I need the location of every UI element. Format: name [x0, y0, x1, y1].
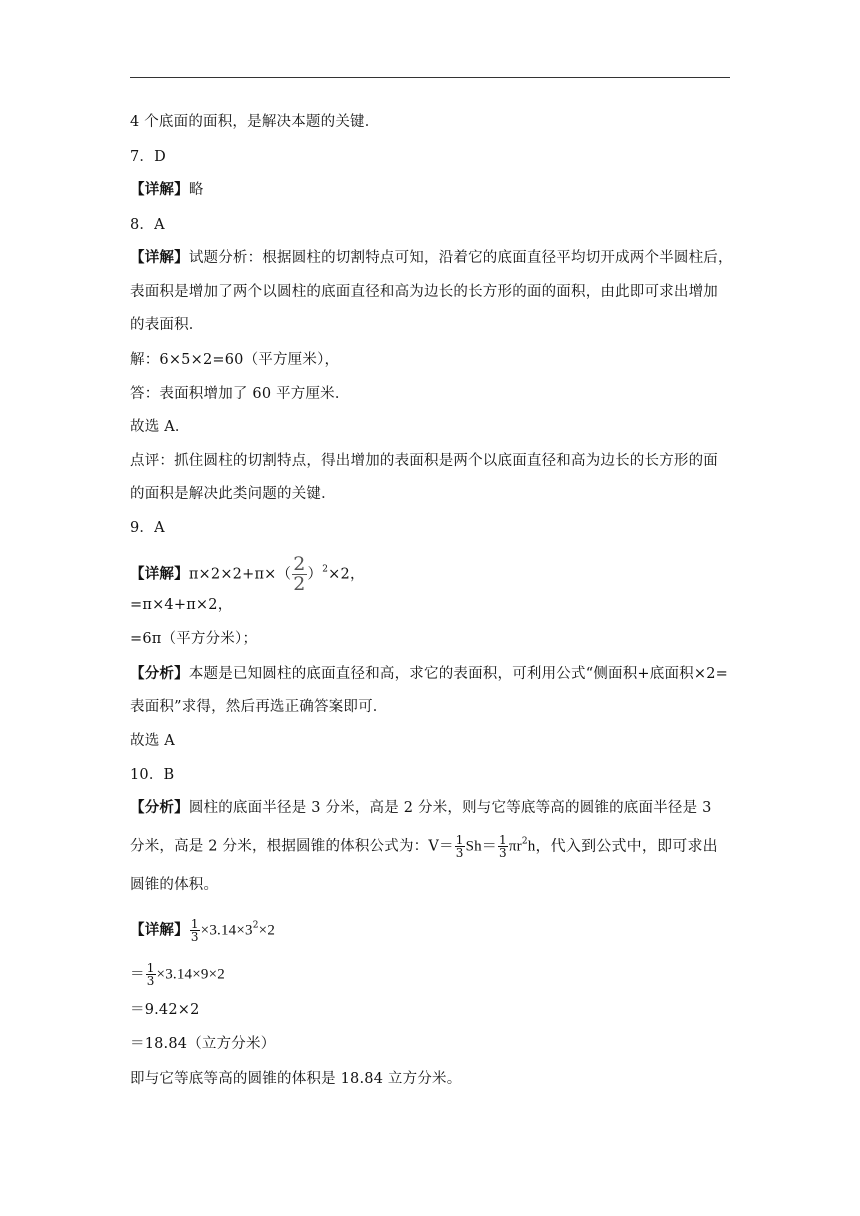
text-line	[130, 962, 225, 987]
text-line: 的表面积．	[130, 317, 204, 333]
formula-part: ×2，	[328, 566, 365, 583]
fraction-denominator: 3	[455, 846, 464, 860]
formula-part: π×2×2+π×（	[188, 566, 292, 583]
exponent: 2	[252, 920, 259, 931]
formula-part: ＝	[130, 966, 145, 983]
text-line: 答：表面积增加了 60 平方厘米．	[130, 386, 350, 402]
text-line	[130, 555, 365, 594]
exponent: 2	[322, 564, 329, 575]
formula-part: ）	[307, 566, 323, 583]
fraction-numerator: 2	[293, 553, 306, 575]
formula-part: ×3.14×3	[200, 922, 253, 939]
formula-part: πr	[508, 838, 522, 855]
formula-part: Sh＝	[465, 838, 498, 855]
text-content: 试题分析：根据圆柱的切割特点可知，沿着它的底面直径平均切开成两个半圆柱后，	[188, 250, 733, 266]
text-line: ＝9.42×2	[130, 1002, 200, 1018]
fraction-denominator: 2	[293, 573, 306, 595]
section-tag: 【详解】	[130, 565, 189, 583]
exponent: 2	[521, 836, 528, 847]
section-tag: 【详解】	[130, 181, 189, 198]
formula-part: ×3.14×9×2	[156, 966, 225, 983]
text-line: 的面积是解决此类问题的关键．	[130, 486, 336, 502]
fraction-numerator: 1	[190, 917, 199, 931]
text-line: 表面积”求得，然后再选正确答案即可．	[130, 699, 388, 715]
text-line: 故选 A．	[130, 419, 190, 435]
text-line	[130, 664, 730, 684]
text-line: 即与它等底等高的圆锥的体积是 18.84 立方分米。	[130, 1071, 462, 1087]
text-content: 本题是已知圆柱的底面直径和高，求它的表面积，可利用公式“侧面积+底面积×2=	[188, 666, 728, 682]
fraction-denominator: 3	[146, 974, 155, 988]
answer-9: 9．A	[130, 520, 165, 536]
fraction	[498, 834, 508, 859]
text-content: 略	[188, 182, 204, 198]
formula-part: ×2	[258, 922, 276, 939]
text-content: 圆柱的底面半径是 3 分米，高是 2 分米，则与它等底等高的圆锥的底面半径是 3	[188, 800, 712, 816]
fraction	[292, 555, 306, 594]
text-line	[130, 180, 204, 200]
fraction-numerator: 1	[146, 961, 155, 975]
fraction-denominator: 3	[499, 846, 507, 860]
text-line: 表面积是增加了两个以圆柱的底面直径和高为边长的长方形的面的面积，由此即可求出增加	[130, 284, 718, 300]
text-line: 点评：抓住圆柱的切割特点，得出增加的表面积是两个以底面直径和高为边长的长方形的面	[130, 453, 718, 469]
fraction	[190, 918, 200, 943]
fraction	[146, 962, 156, 987]
header-rule	[130, 77, 730, 78]
fraction-denominator: 3	[190, 930, 199, 944]
answer-8: 8．A	[130, 217, 165, 233]
section-tag: 【详解】	[130, 249, 189, 266]
text-line: 圆锥的体积。	[130, 877, 219, 893]
section-tag: 【分析】	[130, 799, 189, 816]
fraction	[455, 834, 465, 859]
formula-part: h，代入到公式中，即可求出	[527, 838, 718, 855]
text-line: 解：6×5×2=60（平方厘米），	[130, 352, 340, 368]
formula-part: 分米，高是 2 分米，根据圆锥的体积公式为：V＝	[130, 838, 454, 855]
fraction-numerator: 1	[499, 833, 507, 847]
fraction-numerator: 1	[455, 833, 464, 847]
text-line: =6π（平方分米）；	[130, 631, 258, 647]
answer-7: 7．D	[130, 149, 166, 165]
text-line	[130, 918, 275, 943]
text-line	[130, 248, 733, 268]
answer-10: 10．B	[130, 767, 175, 783]
text-line	[130, 798, 730, 818]
section-tag: 【详解】	[130, 921, 189, 939]
section-tag: 【分析】	[130, 665, 189, 682]
text-line: ＝18.84（立方分米）	[130, 1036, 276, 1052]
text-line: 4 个底面的面积，是解决本题的关键．	[130, 114, 380, 130]
text-line: =π×4+π×2，	[130, 597, 233, 613]
text-line: 故选 A	[130, 733, 175, 749]
text-line	[130, 834, 718, 859]
